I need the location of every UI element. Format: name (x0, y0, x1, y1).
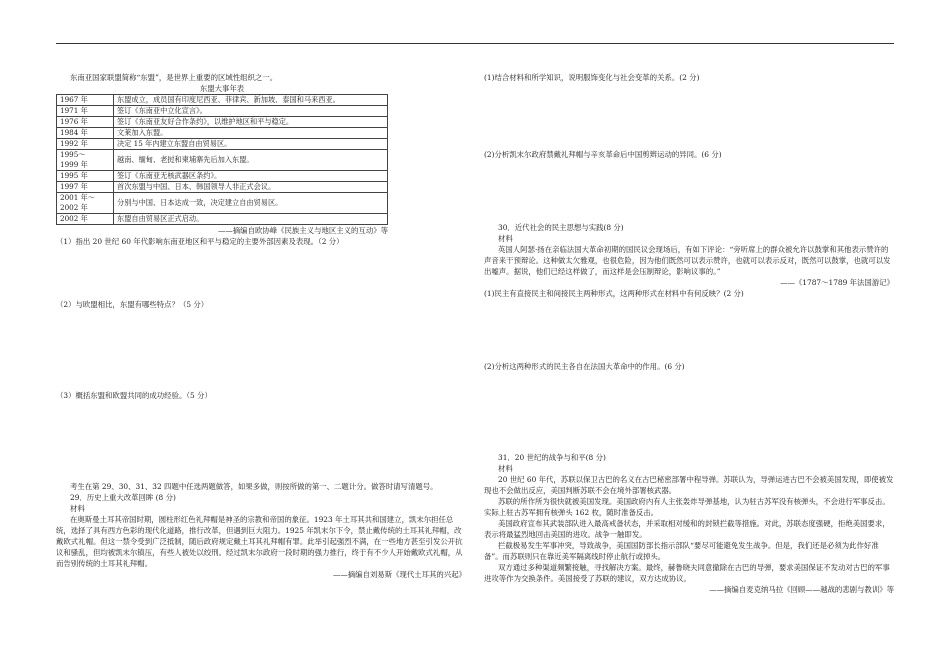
question-3: （3）概括东盟和欧盟共同的成功经验。（5 分） (56, 391, 212, 400)
q29-source: ——摘编自刘易斯《现代土耳其的兴起》 (332, 570, 466, 579)
table-row (57, 139, 388, 150)
event-cell: 签订《东南亚中立化宣言》。 (114, 106, 388, 117)
answer-space (56, 247, 466, 299)
answer-space (484, 83, 894, 149)
question-1: （1）指出 20 世纪 60 年代影响东南亚地区和平与稳定的主要外部因素及表现。（2 分） (56, 237, 344, 246)
left-column (56, 72, 466, 580)
q31-paragraph: 苏联的所作所为很快就被美国发现。美国政府内有人主张轰炸导弹基地，认为驻古苏军没有核弹头，不会进行军事反击。实际上驻古苏军拥有核弹头 162 枚，随时准备反击。 (484, 497, 890, 517)
event-cell: 签订《东南亚友好合作条约》，以维护地区和平与稳定。 (114, 117, 388, 128)
year-cell: 1967 年 (57, 95, 114, 106)
answer-space (56, 310, 466, 390)
year-cell: 1976 年 (57, 117, 114, 128)
event-cell: 决定 15 年内建立东盟自由贸易区。 (114, 139, 388, 150)
event-cell: 越南、缅甸、老挝和柬埔寨先后加入东盟。 (114, 150, 388, 171)
q31-source: ——摘编自麦克纳马拉《回顾——越战的悲剧与教训》等 (709, 585, 894, 594)
year-cell: 1997 年 (57, 182, 114, 193)
answer-space (56, 401, 466, 481)
table-row (57, 182, 388, 193)
q29-part-1: (1)结合材料和所学知识，说明服饰变化与社会变革的关系。(2 分) (484, 73, 700, 82)
q29-material: 在奥斯曼土耳其帝国时期，圆柱形红色礼拜帽是神圣的宗教和帝国的象征。1923 年土耳其共和国建立，凯末尔担任总统，选择了具有西方色彩的现代化道路，推行改革，但遇到巨大阻力。1925 年凯末尔下令，禁止戴传统的土耳其礼拜帽，改戴欧式礼帽。但这一禁令受到广泛抵制，随后政府规定戴土耳其礼拜帽有罪。此举引起强烈不满，在一些地方甚至引发公开抗议和骚乱，但均被凯末尔镇压，有些人被处以绞刑。经过凯末尔政府一段时期的强力推行，终于有不少人开始戴欧式礼帽，从而告别传统的土耳其礼拜帽。 (56, 515, 463, 568)
table-row (57, 128, 388, 139)
event-cell: 文莱加入东盟。 (114, 128, 388, 139)
year-cell: 1984 年 (57, 128, 114, 139)
q31-paragraph: 20 世纪 60 年代，苏联以保卫古巴的名义在古巴秘密部署中程导弹。苏联认为，导弹运进古巴不会被美国发现，即使被发现也不会做出反应，美国判断苏联不会在境外部署核武器。 (484, 475, 894, 495)
q30-material: 英国人阿瑟·扬在亲临法国大革命初期的国民议会现场后，有如下评论：“旁听席上的群众被允许以鼓掌和其他表示赞许的声音来干预辩论。这种做太欠雅观，也很危险，因为他们既然可以表示赞许，也就可以表示反对，既然可以鼓掌，也就可以发出嘘声。据说，他们已经这样做了，而这样是会压制辩论，影响议事的。” (484, 245, 891, 276)
asean-timeline-table (56, 94, 388, 225)
year-cell: 2001 年～ 2002 年 (57, 193, 114, 214)
year-cell: 1995 年 (57, 171, 114, 182)
q31-paragraph: 双方通过多种渠道频繁接触，寻找解决方案。最终，赫鲁晓夫同意撤除在古巴的导弹，要求美国保证不发动对古巴的军事进攻等作为交换条件。美国接受了苏联的建议，双方达成协议。 (484, 563, 890, 583)
table-row (57, 214, 388, 225)
event-cell: 签订《东南亚无核武器区条约》。 (114, 171, 388, 182)
answer-space (484, 299, 894, 361)
q30-source: ——《1787～1789 年法国游记》 (780, 278, 894, 287)
question-intro: 东南亚国家联盟简称“东盟”，是世界上重要的区域性组织之一。 (70, 73, 278, 82)
table-source: ——摘编自欧协峰《民族主义与地区主义的互动》等 (218, 226, 388, 235)
material-label: 材料 (498, 234, 513, 243)
answer-space (484, 372, 894, 452)
table-title: 东盟大事年表 (199, 84, 245, 93)
q30-title: 30．近代社会的民主思想与实践(8 分) (498, 223, 624, 232)
event-cell: 东盟成立，成员国有印度尼西亚、菲律宾、新加坡、泰国和马来西亚。 (114, 95, 388, 106)
material-label: 材料 (70, 504, 85, 513)
table-row (57, 106, 388, 117)
question-2: （2）与欧盟相比，东盟有哪些特点？（5 分） (56, 300, 209, 309)
material-label: 材料 (498, 464, 513, 473)
year-cell: 1971 年 (57, 106, 114, 117)
table-row (57, 171, 388, 182)
event-cell: 东盟自由贸易区正式启动。 (114, 214, 388, 225)
year-cell: 2002 年 (57, 214, 114, 225)
year-cell: 1995～ 1999 年 (57, 150, 114, 171)
choose-note: 考生在第 29、30、31、32 四题中任选两题做答，如果多做，则按所做的第一、二题计分。做答时请写清题号。 (70, 482, 438, 491)
table-row (57, 150, 388, 171)
q30-part-1: (1)民主有直接民主和间接民主两种形式，这两种形式在材料中有何反映？(2 分) (484, 289, 744, 298)
answer-space (484, 160, 894, 222)
table-row (57, 117, 388, 128)
header-rule (56, 43, 894, 44)
table-row (57, 95, 388, 106)
year-cell: 1992 年 (57, 139, 114, 150)
q29-title: 29．历史上重大改革回眸 (8 分) (70, 493, 176, 502)
event-cell: 分别与中国、日本达成一致，决定建立自由贸易区。 (114, 193, 388, 214)
right-column (484, 72, 894, 595)
table-row (57, 193, 388, 214)
q29-part-2: (2)分析凯末尔政府禁戴礼拜帽与辛亥革命后中国剪辫运动的异同。(6 分) (484, 150, 722, 159)
q30-part-2: (2)分析这两种形式的民主各自在法国大革命中的作用。(6 分) (484, 362, 685, 371)
q31-title: 31．20 世纪的战争与和平(8 分) (498, 453, 606, 462)
q31-paragraph: 美国政府宣布其武装部队进入最高戒备状态，并采取相对缓和的封锁拦截等措施。对此，苏联态度强硬，拒绝美国要求，表示将最猛烈地回击美国的进攻。战争一触即发。 (484, 519, 890, 539)
q31-paragraph: 拦截极易发生军事冲突，导致战争，美国国防部长指示部队“要尽可能避免发生战争。但是，我们还是必须为此作好准备”。而苏联则只在靠近美军隔离线时停止航行或掉头。 (484, 541, 879, 561)
event-cell: 首次东盟与中国、日本、韩国领导人非正式会议。 (114, 182, 388, 193)
